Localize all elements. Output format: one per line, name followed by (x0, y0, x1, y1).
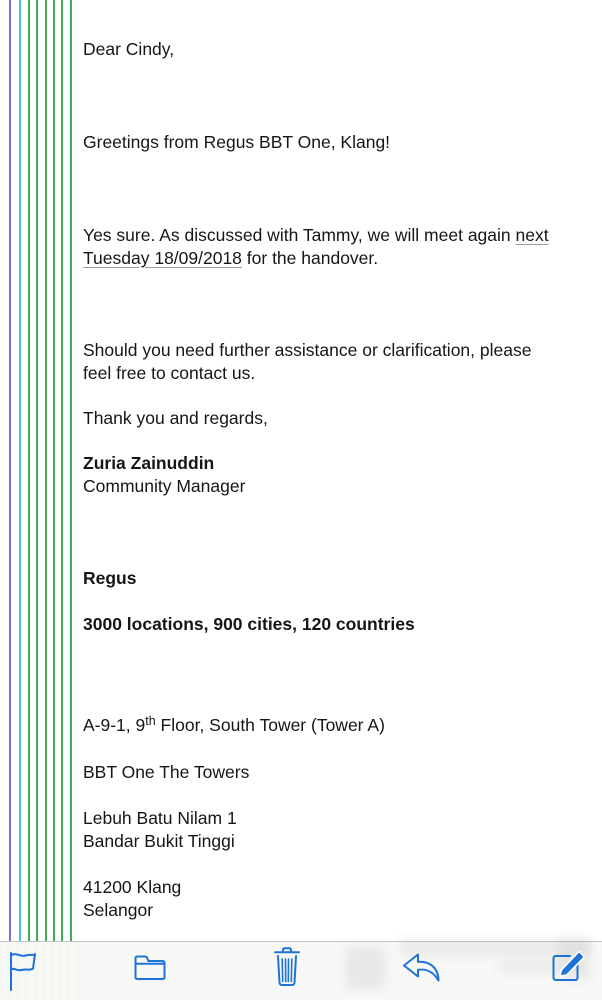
quote-bar-level-4 (36, 0, 38, 941)
assistance-line (83, 339, 589, 385)
detected-date-link-part2[interactable]: Tuesday 18/09/2018 (83, 248, 242, 268)
address-line-1-post: Floor, South Tower (Tower A) (155, 715, 385, 735)
intro-line: Greetings from Regus BBT One, Klang! (83, 132, 391, 152)
closing-line: Thank you and regards, (83, 408, 268, 428)
signature-role: Community Manager (83, 476, 246, 496)
trash-icon (270, 945, 304, 989)
greeting-line: Dear Cindy, (83, 39, 175, 59)
email-body (83, 0, 589, 922)
compose-icon (547, 944, 589, 986)
address-lines-5-6 (83, 876, 589, 922)
address-line-5: 41200 Klang (83, 877, 182, 897)
quote-bar-level-2 (19, 0, 21, 941)
confirmation-text-post: for the handover. (241, 248, 379, 268)
company-stats: 3000 locations, 900 cities, 120 countries (83, 614, 415, 634)
quote-bar-level-8 (70, 0, 72, 941)
flag-button[interactable] (5, 949, 39, 993)
confirmation-line (83, 224, 589, 270)
address-lines-3-4 (83, 807, 589, 853)
reply-button[interactable] (397, 950, 445, 988)
address-line-1 (83, 714, 589, 737)
assistance-text-2: feel free to contact us. (83, 363, 256, 383)
move-to-folder-button[interactable] (133, 953, 167, 981)
confirmation-text-pre: Yes sure. As discussed with Tammy, we will meet again (83, 225, 516, 245)
flag-icon (5, 949, 39, 993)
assistance-text-1: Should you need further assistance or clarification, please (83, 340, 532, 360)
company-name: Regus (83, 568, 137, 588)
quote-bar-level-3 (28, 0, 30, 941)
blurred-ghost-content (345, 946, 385, 990)
quote-bar-level-1 (9, 0, 11, 941)
compose-button[interactable] (547, 944, 589, 986)
address-line-6: Selangor (83, 900, 154, 920)
ordinal-superscript: th (145, 714, 156, 728)
address-line-3: Lebuh Batu Nilam 1 (83, 808, 237, 828)
folder-icon (133, 953, 167, 981)
signature-name: Zuria Zainuddin (83, 453, 215, 473)
delete-button[interactable] (270, 945, 304, 989)
signature-block (83, 452, 589, 498)
bottom-toolbar (0, 941, 602, 1000)
address-line-2: BBT One The Towers (83, 762, 250, 782)
address-line-1-pre: A-9-1, 9 (83, 715, 146, 735)
detected-date-link-part1[interactable]: next (515, 225, 549, 245)
quote-bar-level-5 (45, 0, 47, 941)
address-line-4: Bandar Bukit Tinggi (83, 831, 235, 851)
quote-bar-level-7 (61, 0, 63, 941)
reply-icon (397, 950, 445, 988)
quote-bar-level-6 (53, 0, 55, 941)
